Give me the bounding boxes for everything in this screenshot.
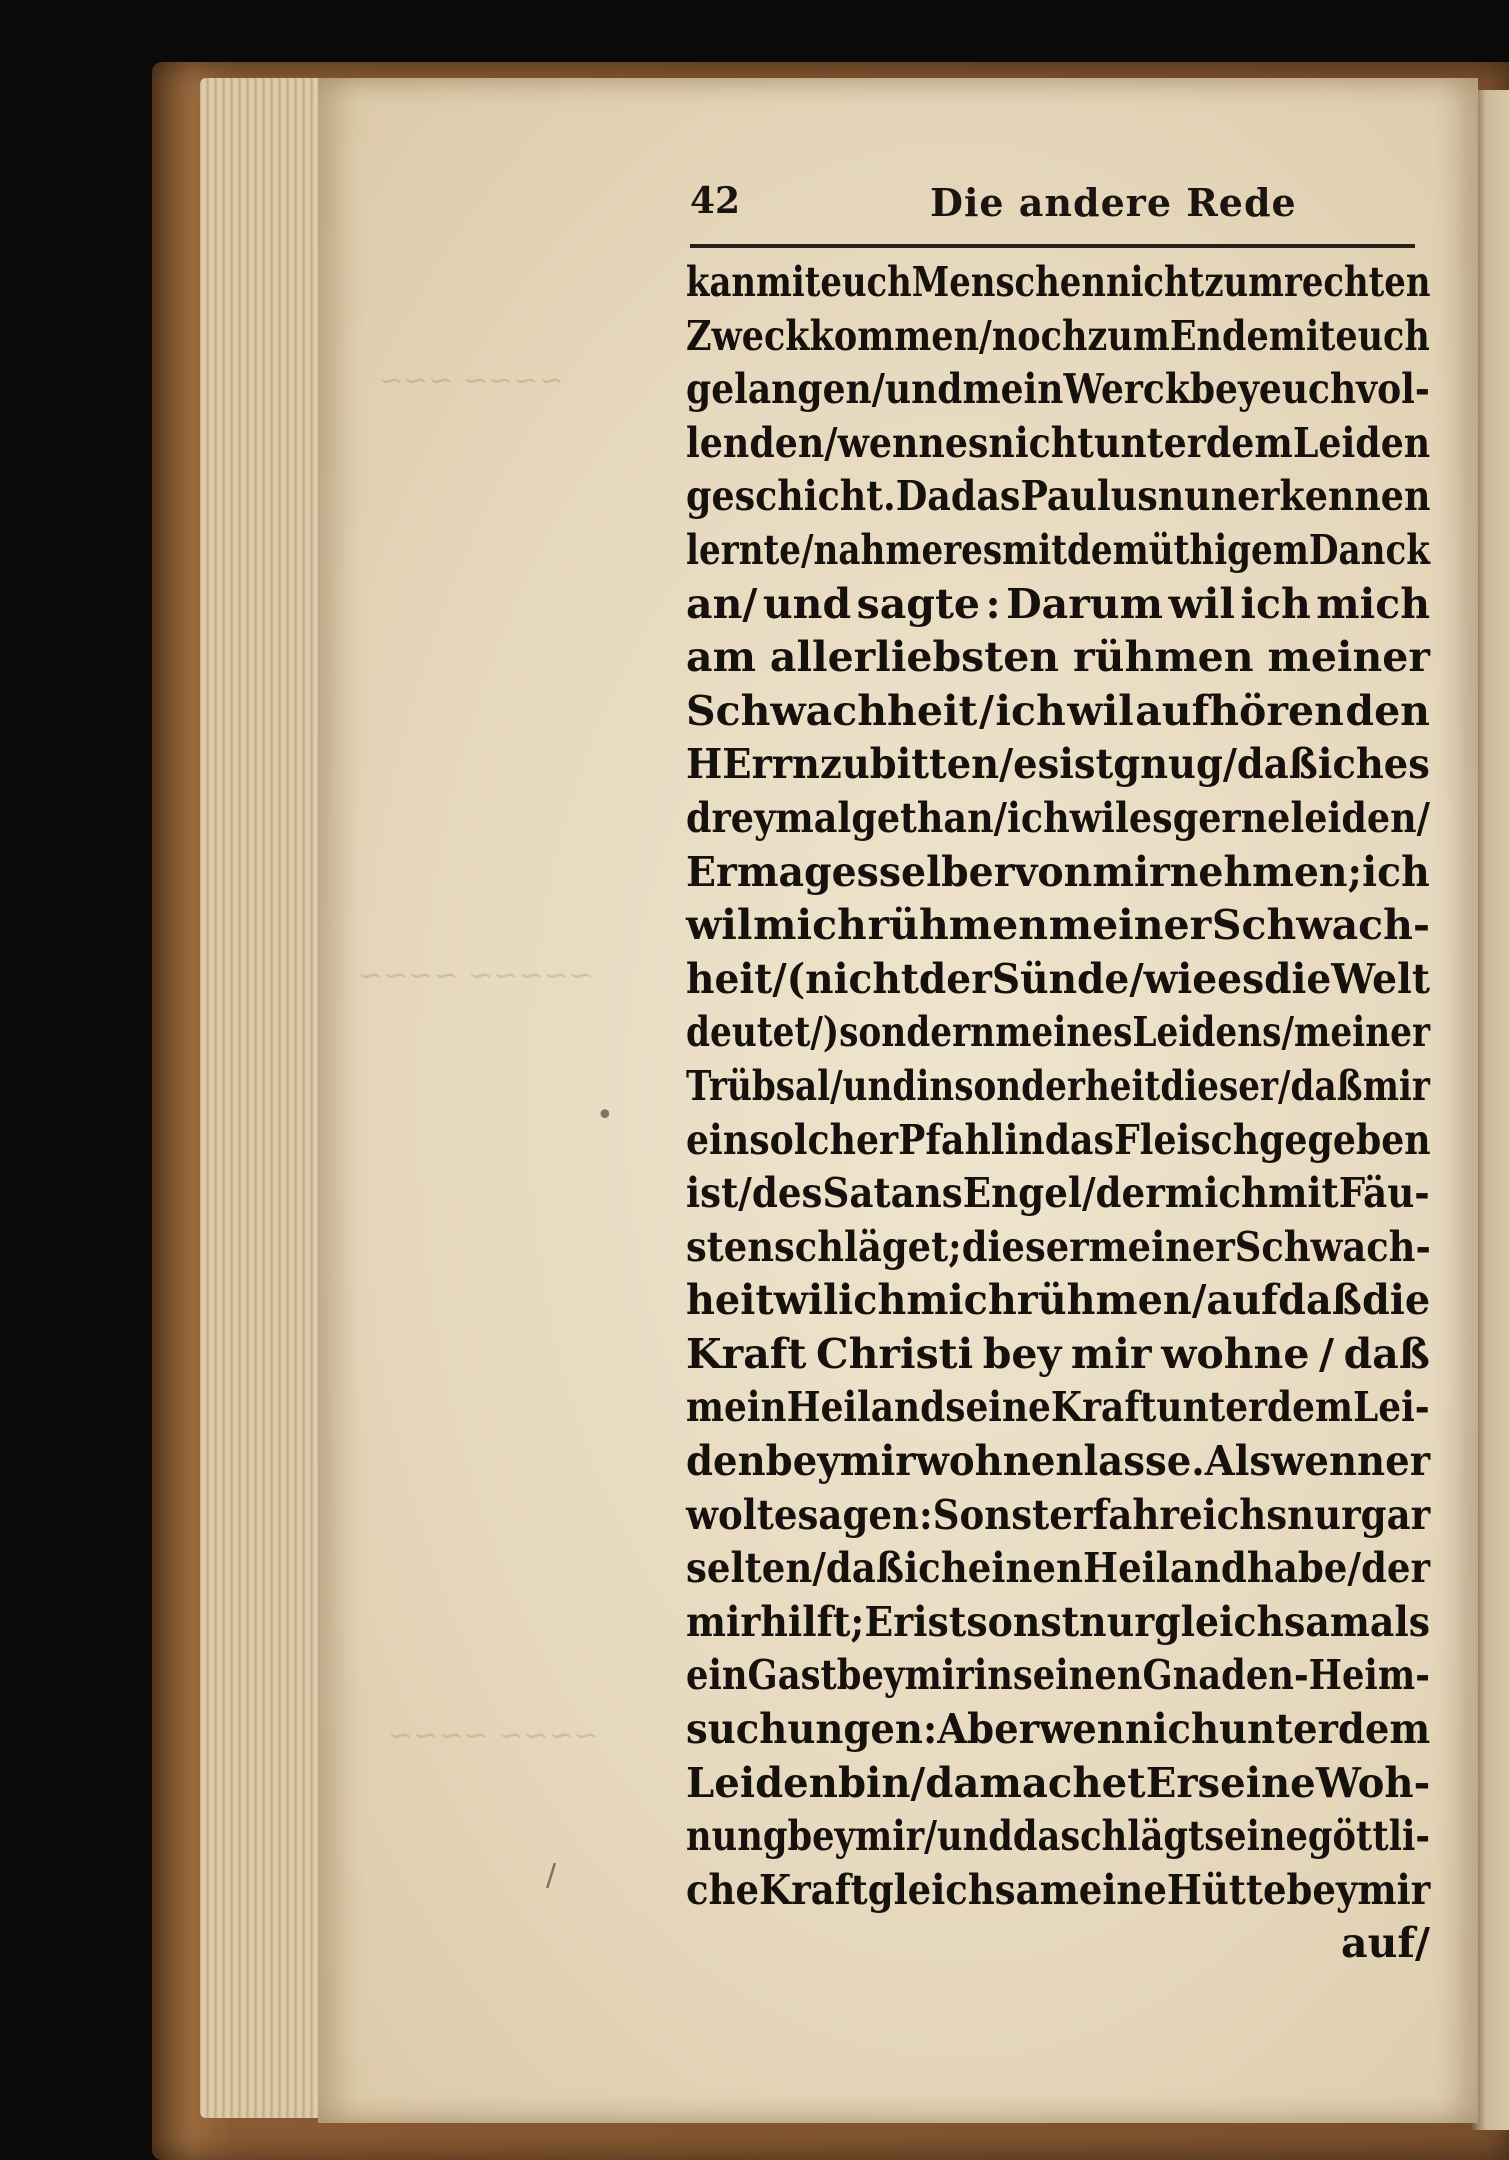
text-line: wolte sagen : Sonst erfahre ichs nur gar <box>686 1490 1431 1539</box>
ink-speck: / <box>546 1858 557 1893</box>
bleed-through-marginalia: ~~~~ ~~~~ <box>388 1718 599 1753</box>
text-line: ist/ des Satans Engel/der mich mit Fäu- <box>686 1169 1430 1218</box>
text-line: wil mich rühmen meiner Schwach- <box>686 901 1430 950</box>
text-line: gelangen/ und mein Werck bey euch vol- <box>686 365 1430 414</box>
text-line: nung bey mir/ und da schlägt seine göttli- <box>686 1812 1430 1861</box>
text-line: lenden / wenn es nicht unter dem Leiden <box>686 418 1431 467</box>
text-line: Trübsal/und insonderheit dieser/daß mir <box>686 1061 1430 1110</box>
text-line: lernte/nahm er es mit demüthigem Danck <box>686 525 1430 574</box>
text-line: heit wil ich mich rühmen / auf daß die <box>686 1276 1431 1325</box>
text-line: che Kraft gleichsam eine Hütte bey mir <box>686 1865 1431 1914</box>
page-header <box>690 180 1410 230</box>
text-line: dreymal gethan / ich wil es gerne leiden/ <box>686 793 1430 842</box>
text-line: sten schläget; dieser meiner Schwach- <box>686 1222 1431 1271</box>
bleed-through-marginalia: ~~~~ ~~~ <box>378 363 564 398</box>
catchword: auf/ <box>1341 1919 1430 1968</box>
bleed-through-marginalia: ~~~~~ ~~~~ <box>358 958 594 993</box>
body-text <box>686 256 1430 1971</box>
text-line: kan mit euch Menschen nicht zum rechten <box>686 258 1431 306</box>
text-line: ein Gast bey mir in seinen Gnaden-Heim- <box>686 1651 1430 1700</box>
text-line: am allerliebsten rühmen meiner <box>686 633 1430 682</box>
header-rule <box>690 244 1415 248</box>
text-line: den bey mir wohnen lasse. Als wenn er <box>686 1437 1431 1486</box>
text-line: an/ und sagte : Darum wil ich mich <box>686 579 1430 628</box>
running-head: Die andere Rede <box>930 180 1297 225</box>
text-line: Er mag es selber von mir nehmen ; ich <box>686 847 1430 896</box>
text-line: suchungen : Aber wenn ich unter dem <box>686 1705 1431 1754</box>
text-line: ein solcher Pfahl in das Fleisch gegeben <box>686 1115 1431 1164</box>
page-number: 42 <box>690 180 741 222</box>
text-line: geschicht. Da das Paulus nun erkennen <box>686 472 1431 521</box>
text-line: deutet /) sondern meines Leidens/ meiner <box>686 1008 1431 1057</box>
text-line: Kraft Christi bey mir wohne / daß <box>686 1329 1430 1378</box>
text-line: Schwachheit / ich wil aufhören den <box>686 686 1430 735</box>
text-line: HErrn zu bitten/ es ist gnug / daß ich es <box>686 740 1430 789</box>
text-line: heit/ (nicht der Sünde / wie es die Welt <box>686 954 1430 1003</box>
text-line: Leiden bin / da machet Er seine Woh- <box>686 1758 1431 1807</box>
text-line: mir hilft ; Er ist sonst nur gleichsam als <box>686 1597 1431 1646</box>
text-line: Zweck kommen/ noch zum Ende mit euch <box>686 311 1430 360</box>
page-stack-edges <box>200 78 322 2118</box>
text-line: selten/ daß ich einen Heiland habe / der <box>686 1544 1431 1593</box>
text-line: mein Heiland seine Kraft unter dem Lei- <box>686 1383 1430 1432</box>
ink-speck: • <box>596 1098 614 1133</box>
